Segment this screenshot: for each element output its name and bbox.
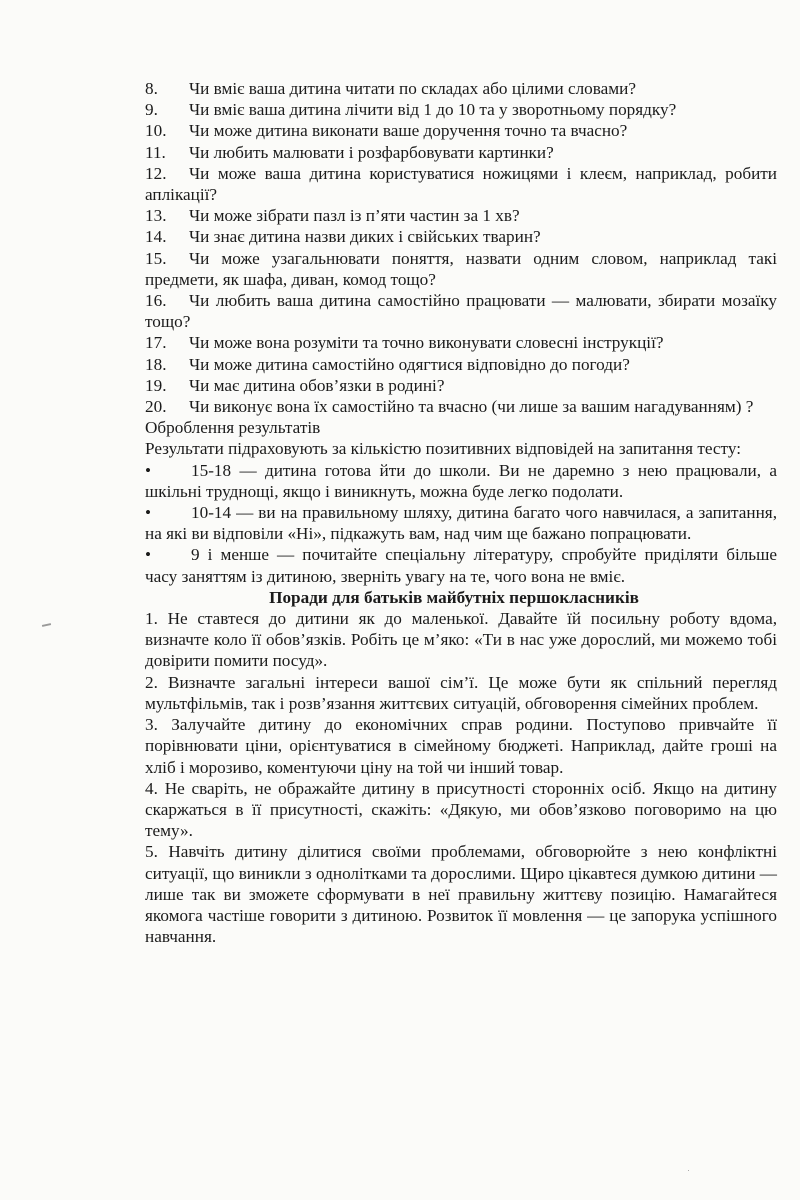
advice-item: 4. Не сваріть, не ображайте дитину в присутності сторонніх осіб. Якщо на дитину скаржаться в її присутності, скажіть: «Дякую, ми обов’язково поговоримо на цю тему». [145, 778, 777, 841]
advice-item: 1. Не ставтеся до дитини як до маленької. Давайте їй посильну роботу вдома, визначте коло її обов’язків. Робіть це м’яко: «Ти в нас уже дорослий, ми можемо тобі довірити помити посуд». [145, 609, 777, 671]
question-item [145, 332, 777, 353]
question-item [145, 120, 777, 141]
question-text: Чи може узагальнювати поняття, назвати одним словом, наприклад такі предмети, як шафа, диван, комод тощо? [145, 248, 777, 289]
question-item [145, 163, 777, 205]
scan-speck [688, 1170, 689, 1171]
question-text: Чи вміє ваша дитина читати по складах або цілими словами? [189, 79, 636, 98]
result-item [145, 544, 777, 586]
question-text: Чи може зібрати пазл із п’яти частин за 1 хв? [189, 206, 520, 226]
question-item [145, 99, 777, 120]
advice-item: 5. Навчіть дитину ділитися своїми проблемами, обговорюйте з нею конфліктні ситуації, що виникли з однолітками та дорослими. Щиро цікавтеся думкою дитини — лише так ви зможете сформувати в неї правильну життєву позицію. Намагайтеся якомога частіше говорити з дитиною. Розвиток її мовлення — це запорука успішного навчання. [145, 842, 777, 947]
advice-heading: Поради для батьків майбутніх першокласників [269, 587, 639, 607]
question-text: Чи може дитина виконати ваше доручення точно та вчасно? [189, 121, 628, 141]
question-number: 15. [145, 248, 167, 268]
result-text: 9 і менше — почитайте спеціальну літературу, спробуйте приділяти більше часу заняттям із дитиною, зверніть увагу на те, чого вона не вміє. [145, 545, 777, 586]
results-title: Оброблення результатів [145, 418, 321, 438]
scan-speck [42, 623, 51, 627]
question-item [145, 248, 777, 290]
question-number: 9. [145, 100, 158, 120]
question-text: Чи вміє ваша дитина лічити від 1 до 10 та у зворотньому порядку? [189, 100, 677, 120]
question-item [145, 226, 777, 247]
bullet-icon: • [145, 545, 152, 565]
question-item [145, 78, 777, 99]
bullet-icon: • [145, 460, 152, 480]
result-item [145, 502, 777, 544]
question-item [145, 142, 777, 163]
results-intro: Результати підраховують за кількістю позитивних відповідей на запитання тесту: [145, 439, 741, 459]
result-text: 10-14 — ви на правильному шляху, дитина багато чого навчилася, а запитання, на які ви відповіли «Ні», підкажуть вам, над чим ще бажано попрацювати. [145, 503, 777, 544]
question-text: Чи любить малювати і розфарбовувати картинки? [189, 142, 554, 162]
question-number: 17. [145, 333, 167, 353]
question-number: 12. [145, 163, 167, 183]
question-number: 11. [145, 142, 166, 162]
question-item [145, 205, 777, 226]
question-number: 10. [145, 121, 167, 141]
question-number: 13. [145, 206, 167, 226]
question-number: 19. [145, 375, 167, 395]
bullet-icon: • [145, 503, 152, 523]
question-item [145, 354, 777, 375]
question-item [145, 375, 777, 396]
question-text: Чи виконує вона їх самостійно та вчасно (чи лише за вашим нагадуванням) ? [189, 397, 754, 417]
question-text: Чи може дитина самостійно одягтися відповідно до погоди? [189, 354, 630, 374]
result-text: 15-18 — дитина готова йти до школи. Ви не даремно з нею працювали, а шкільні труднощі, якщо і виникнуть, можна буде легко подолати. [145, 460, 777, 501]
question-text: Чи має дитина обов’язки в родині? [189, 375, 445, 395]
question-text: Чи може вона розуміти та точно виконувати словесні інструкції? [189, 333, 664, 353]
result-item [145, 460, 777, 502]
advice-item: 2. Визначте загальні інтереси вашої сім’ї. Це може бути як спільний перегляд мультфільмів, так і розв’язання життєвих ситуацій, обговорення сімейних проблем. [145, 672, 777, 713]
question-number: 14. [145, 227, 167, 247]
document-page [145, 78, 777, 947]
questionnaire-list [145, 78, 777, 417]
question-number: 20. [145, 397, 167, 417]
question-number: 18. [145, 354, 167, 374]
question-text: Чи знає дитина назви диких і свійських тварин? [189, 227, 541, 247]
question-text: Чи може ваша дитина користуватися ножицями і клеєм, наприклад, робити аплікації? [145, 163, 777, 205]
question-text: Чи любить ваша дитина самостійно працювати — малювати, збирати мозаїку тощо? [145, 291, 777, 332]
advice-section [145, 587, 777, 947]
question-number: 16. [145, 291, 167, 311]
advice-item: 3. Залучайте дитину до економічних справ родини. Поступово привчайте її порівнювати ціни, орієнтуватися в сімейному бюджеті. Наприклад, дайте гроші на хліб і морозиво, коментуючи ціну на той чи інший товар. [145, 715, 777, 777]
question-number: 8. [145, 79, 158, 98]
results-section [145, 417, 777, 587]
question-item [145, 290, 777, 332]
question-item [145, 396, 777, 417]
